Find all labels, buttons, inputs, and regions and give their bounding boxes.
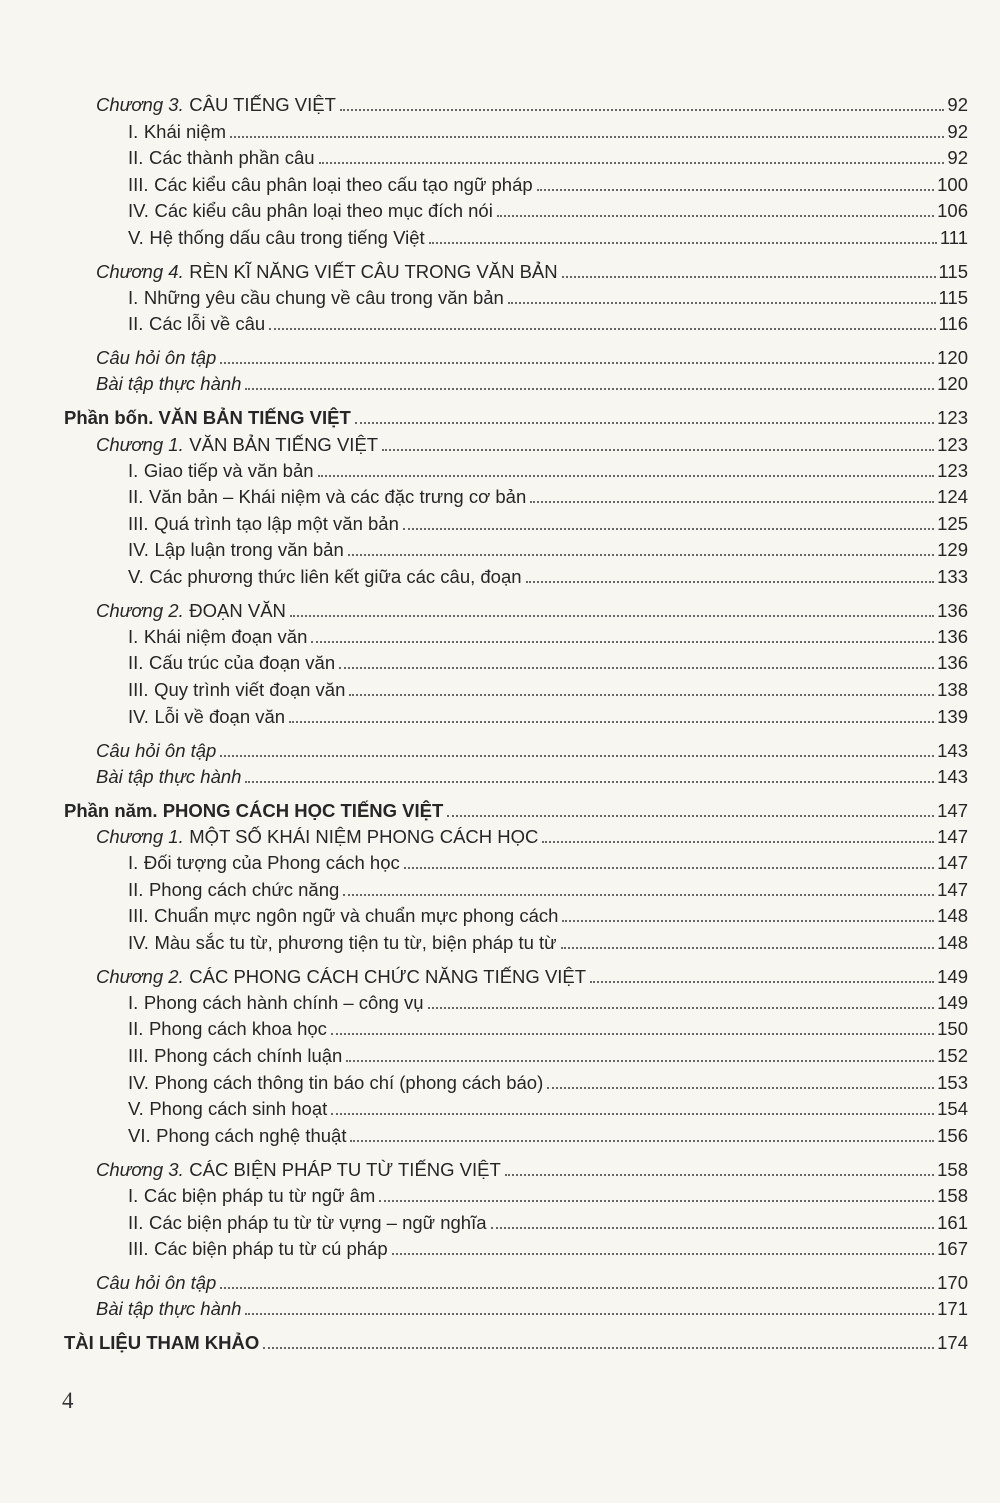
toc-section-entry [128, 509, 968, 535]
entry-title: Các biện pháp tu từ từ vựng – ngữ nghĩa [148, 1212, 487, 1233]
entry-label [96, 826, 538, 848]
entry-title: ĐOẠN VĂN [189, 600, 286, 621]
entry-label [128, 287, 504, 309]
toc-chapter-entry [96, 762, 968, 788]
entry-title: Các lỗi về câu [148, 313, 266, 334]
entry-page-number: 92 [947, 147, 968, 168]
entry-label [96, 261, 558, 283]
entry-label [96, 347, 216, 369]
dot-leader [355, 421, 934, 424]
entry-page-number: 115 [938, 287, 968, 308]
entry-label [128, 174, 533, 196]
toc-section-entry [128, 1068, 968, 1094]
entry-title: Văn bản – Khái niệm và các đặc trưng cơ bản [148, 486, 527, 507]
dot-leader [349, 693, 934, 696]
dot-leader [311, 640, 934, 643]
dot-leader [382, 448, 934, 451]
entry-page-number: 136 [937, 626, 968, 647]
entry-prefix: IV. [128, 706, 149, 727]
entry-label [64, 1332, 259, 1354]
entry-page-number: 154 [937, 1098, 968, 1119]
entry-label [128, 147, 315, 169]
entry-prefix: IV. [128, 200, 149, 221]
entry-page-number: 124 [937, 486, 968, 507]
entry-title: Các thành phần câu [148, 147, 315, 168]
entry-title: Bài tập thực hành [96, 766, 242, 787]
entry-prefix: IV. [128, 539, 149, 560]
entry-prefix: II. [128, 313, 144, 334]
entry-prefix: I. [128, 1185, 139, 1206]
entry-title: Lỗi về đoạn văn [154, 706, 286, 727]
entry-label [128, 879, 339, 901]
entry-label [128, 1125, 346, 1147]
dot-leader [542, 840, 934, 843]
entry-title: Chuẩn mực ngôn ngữ và chuẩn mực phong cách [154, 905, 559, 926]
entry-title: Phong cách chính luận [154, 1045, 343, 1066]
entry-prefix: I. [128, 460, 139, 481]
entry-label [128, 1185, 375, 1207]
entry-label [128, 626, 307, 648]
entry-label [64, 407, 351, 429]
dot-leader [245, 387, 934, 390]
toc-chapter-entry [96, 596, 968, 622]
entry-title: Bài tập thực hành [96, 1298, 242, 1319]
toc-chapter-entry [96, 1155, 968, 1181]
entry-title: Các phương thức liên kết giữa các câu, đoạn [149, 566, 522, 587]
dot-leader [561, 946, 935, 949]
entry-title: TÀI LIỆU THAM KHẢO [64, 1332, 260, 1353]
entry-page-number: 148 [937, 932, 968, 953]
toc-chapter-entry [96, 430, 968, 456]
entry-label [96, 740, 216, 762]
entry-label [96, 766, 241, 788]
entry-page-number: 149 [937, 992, 968, 1013]
entry-label [128, 1072, 543, 1094]
entry-title: Phong cách nghệ thuật [156, 1125, 347, 1146]
toc-section-entry [128, 848, 968, 874]
entry-prefix: III. [128, 679, 149, 700]
entry-label [128, 932, 557, 954]
entry-page-number: 139 [937, 706, 968, 727]
entry-title: Lập luận trong văn bản [154, 539, 344, 560]
entry-page-number: 143 [937, 766, 968, 787]
toc-chapter-entry [96, 962, 968, 988]
dot-leader [404, 866, 934, 869]
toc-section-entry [128, 622, 968, 648]
entry-title: Câu hỏi ôn tập [96, 347, 217, 368]
toc-chapter-entry [96, 369, 968, 395]
entry-label [128, 200, 493, 222]
entry-page-number: 123 [937, 460, 968, 481]
entry-title: Bài tập thực hành [96, 373, 242, 394]
entry-prefix: II. [128, 652, 144, 673]
entry-page-number: 171 [937, 1298, 968, 1319]
toc-section-entry [128, 1041, 968, 1067]
entry-label [128, 652, 335, 674]
entry-prefix: III. [128, 1045, 149, 1066]
entry-page-number: 92 [947, 121, 968, 142]
toc-section-entry [128, 675, 968, 701]
entry-page-number: 106 [937, 200, 968, 221]
dot-leader [245, 1312, 934, 1315]
entry-label [96, 94, 336, 116]
toc-section-entry [128, 117, 968, 143]
entry-label [128, 992, 424, 1014]
entry-title: Các biện pháp tu từ cú pháp [154, 1238, 388, 1259]
toc-section-entry [128, 482, 968, 508]
entry-title: Các biện pháp tu từ ngữ âm [143, 1185, 376, 1206]
entry-page-number: 143 [937, 740, 968, 761]
entry-page-number: 136 [937, 652, 968, 673]
toc-chapter-entry [96, 736, 968, 762]
entry-label [128, 1098, 327, 1120]
dot-leader [269, 327, 935, 330]
entry-page-number: 174 [937, 1332, 968, 1353]
toc-section-entry [128, 1014, 968, 1040]
entry-page-number: 153 [937, 1072, 968, 1093]
entry-page-number: 125 [937, 513, 968, 534]
toc-chapter-entry [96, 822, 968, 848]
entry-title: Các kiểu câu phân loại theo mục đích nói [154, 200, 493, 221]
entry-page-number: 120 [937, 347, 968, 368]
entry-page-number: 138 [937, 679, 968, 700]
dot-leader [220, 754, 934, 757]
entry-prefix: V. [128, 566, 144, 587]
entry-page-number: 170 [937, 1272, 968, 1293]
entry-prefix: I. [128, 626, 139, 647]
entry-page-number: 167 [937, 1238, 968, 1259]
toc-chapter-entry [96, 90, 968, 116]
toc-section-entry [128, 928, 968, 954]
entry-label [128, 313, 265, 335]
entry-label [128, 1018, 327, 1040]
entry-label [96, 1298, 241, 1320]
entry-page-number: 147 [937, 852, 968, 873]
entry-title: RÈN KĨ NĂNG VIẾT CÂU TRONG VĂN BẢN [189, 261, 558, 282]
entry-label [96, 1272, 216, 1294]
entry-page-number: 161 [937, 1212, 968, 1233]
dot-leader [497, 214, 934, 217]
entry-prefix: Chương 2. [96, 966, 184, 987]
entry-label [128, 121, 226, 143]
toc-section-entry [128, 702, 968, 728]
entry-page-number: 158 [937, 1185, 968, 1206]
dot-leader [331, 1112, 934, 1115]
dot-leader [392, 1252, 934, 1255]
toc-chapter-entry [96, 1268, 968, 1294]
entry-prefix: II. [128, 1018, 144, 1039]
entry-title: Khái niệm đoạn văn [143, 626, 308, 647]
entry-prefix: VI. [128, 1125, 151, 1146]
dot-leader [537, 188, 934, 191]
entry-prefix: IV. [128, 1072, 149, 1093]
entry-title: Câu hỏi ôn tập [96, 1272, 217, 1293]
dot-leader [220, 361, 934, 364]
toc-section-entry [128, 535, 968, 561]
entry-label [128, 1238, 388, 1260]
entry-prefix: I. [128, 992, 139, 1013]
dot-leader [289, 720, 934, 723]
entry-prefix: IV. [128, 932, 149, 953]
entry-label [96, 434, 378, 456]
toc-part-entry [64, 796, 968, 822]
entry-title: Màu sắc tu từ, phương tiện tu từ, biện pháp tu từ [154, 932, 557, 953]
entry-title: Giao tiếp và văn bản [143, 460, 314, 481]
toc-section-entry [128, 309, 968, 335]
entry-page-number: 92 [947, 94, 968, 115]
entry-prefix: Chương 3. [96, 1159, 184, 1180]
entry-page-number: 152 [937, 1045, 968, 1066]
entry-page-number: 150 [937, 1018, 968, 1039]
entry-prefix: I. [128, 852, 139, 873]
toc-chapter-entry [96, 343, 968, 369]
entry-label [128, 679, 345, 701]
toc-part-entry [64, 1328, 968, 1354]
entry-prefix: I. [128, 121, 139, 142]
dot-leader [290, 614, 934, 617]
entry-prefix: III. [128, 905, 149, 926]
entry-label [96, 966, 586, 988]
toc-section-entry [128, 988, 968, 1014]
entry-page-number: 123 [937, 407, 968, 428]
entry-prefix: II. [128, 1212, 144, 1233]
entry-page-number: 123 [937, 434, 968, 455]
toc-section-entry [128, 875, 968, 901]
dot-leader [526, 580, 935, 583]
toc-section-entry [128, 1208, 968, 1234]
dot-leader [331, 1032, 934, 1035]
entry-title: CÁC BIỆN PHÁP TU TỪ TIẾNG VIỆT [189, 1159, 501, 1180]
entry-title: Phong cách khoa học [148, 1018, 327, 1039]
entry-page-number: 156 [937, 1125, 968, 1146]
dot-leader [447, 814, 934, 817]
entry-title: Đối tượng của Phong cách học [143, 852, 400, 873]
dot-leader [379, 1199, 934, 1202]
entry-title: Câu hỏi ôn tập [96, 740, 217, 761]
toc-section-entry [128, 562, 968, 588]
dot-leader [348, 553, 934, 556]
entry-title: Những yêu cầu chung về câu trong văn bản [143, 287, 504, 308]
dot-leader [562, 275, 936, 278]
entry-label [128, 486, 526, 508]
entry-page-number: 147 [937, 800, 968, 821]
entry-label [128, 1045, 342, 1067]
entry-prefix: Chương 1. [96, 826, 184, 847]
entry-title: Phong cách hành chính – công vụ [143, 992, 424, 1013]
entry-label [128, 905, 558, 927]
entry-label [96, 373, 241, 395]
entry-prefix: I. [128, 287, 139, 308]
dot-leader [350, 1139, 934, 1142]
dot-leader [263, 1346, 934, 1349]
entry-title: Phong cách sinh hoạt [149, 1098, 328, 1119]
toc-chapter-entry [96, 1294, 968, 1320]
dot-leader [428, 1006, 935, 1009]
toc-chapter-entry [96, 257, 968, 283]
dot-leader [220, 1286, 934, 1289]
entry-page-number: 136 [937, 600, 968, 621]
toc-section-entry [128, 283, 968, 309]
entry-label [128, 460, 314, 482]
dot-leader [403, 527, 934, 530]
entry-page-number: 100 [937, 174, 968, 195]
entry-page-number: 149 [937, 966, 968, 987]
entry-title: Quá trình tạo lập một văn bản [154, 513, 399, 534]
entry-prefix: Chương 1. [96, 434, 184, 455]
entry-prefix: III. [128, 1238, 149, 1259]
toc-section-entry [128, 648, 968, 674]
entry-prefix: II. [128, 486, 144, 507]
dot-leader [429, 241, 937, 244]
entry-label [96, 1159, 501, 1181]
entry-label [128, 706, 285, 728]
entry-title: Các kiểu câu phân loại theo cấu tạo ngữ pháp [154, 174, 533, 195]
entry-label [128, 513, 399, 535]
entry-title: Quy trình viết đoạn văn [154, 679, 346, 700]
entry-prefix: III. [128, 513, 149, 534]
entry-page-number: 147 [937, 826, 968, 847]
entry-page-number: 116 [938, 313, 968, 334]
dot-leader [339, 666, 934, 669]
entry-title: CÁC PHONG CÁCH CHỨC NĂNG TIẾNG VIỆT [189, 966, 587, 987]
entry-label [64, 800, 443, 822]
entry-prefix: II. [128, 147, 144, 168]
toc-section-entry [128, 223, 968, 249]
dot-leader [562, 919, 934, 922]
entry-prefix: Chương 4. [96, 261, 184, 282]
toc-section-entry [128, 143, 968, 169]
entry-title: Hệ thống dấu câu trong tiếng Việt [149, 227, 425, 248]
dot-leader [530, 500, 934, 503]
entry-title: Phần bốn. VĂN BẢN TIẾNG VIỆT [64, 407, 351, 428]
page-number: 4 [62, 1388, 74, 1413]
entry-label [128, 566, 522, 588]
entry-title: Phong cách thông tin báo chí (phong cách báo) [154, 1072, 544, 1093]
entry-prefix: V. [128, 1098, 144, 1119]
dot-leader [319, 161, 945, 164]
toc-section-entry [128, 456, 968, 482]
dot-leader [491, 1226, 935, 1229]
entry-page-number: 111 [939, 227, 968, 248]
entry-title: MỘT SỐ KHÁI NIỆM PHONG CÁCH HỌC [189, 826, 539, 847]
entry-title: Phần năm. PHONG CÁCH HỌC TIẾNG VIỆT [64, 800, 444, 821]
toc-part-entry [64, 403, 968, 429]
toc-section-entry [128, 170, 968, 196]
dot-leader [547, 1086, 934, 1089]
toc-section-entry [128, 1181, 968, 1207]
entry-title: CÂU TIẾNG VIỆT [189, 94, 336, 115]
toc-section-entry [128, 1234, 968, 1260]
entry-title: VĂN BẢN TIẾNG VIỆT [189, 434, 379, 455]
entry-title: Phong cách chức năng [148, 879, 340, 900]
dot-leader [340, 108, 945, 111]
entry-prefix: II. [128, 879, 144, 900]
dot-leader [590, 980, 934, 983]
entry-prefix: III. [128, 174, 149, 195]
toc-section-entry [128, 1121, 968, 1147]
dot-leader [318, 474, 935, 477]
entry-page-number: 133 [937, 566, 968, 587]
dot-leader [245, 780, 934, 783]
entry-prefix: Chương 3. [96, 94, 184, 115]
entry-prefix: V. [128, 227, 144, 248]
entry-title: Khái niệm [143, 121, 227, 142]
entry-page-number: 115 [938, 261, 968, 282]
dot-leader [346, 1059, 934, 1062]
dot-leader [505, 1173, 934, 1176]
entry-page-number: 148 [937, 905, 968, 926]
dot-leader [230, 135, 944, 138]
entry-label [128, 852, 400, 874]
entry-label [128, 227, 425, 249]
entry-page-number: 120 [937, 373, 968, 394]
dot-leader [343, 893, 934, 896]
entry-label [128, 1212, 487, 1234]
entry-page-number: 129 [937, 539, 968, 560]
entry-page-number: 147 [937, 879, 968, 900]
toc-section-entry [128, 901, 968, 927]
toc-section-entry [128, 1094, 968, 1120]
entry-title: Cấu trúc của đoạn văn [148, 652, 336, 673]
entry-prefix: Chương 2. [96, 600, 184, 621]
toc-section-entry [128, 196, 968, 222]
dot-leader [508, 301, 936, 304]
entry-page-number: 158 [937, 1159, 968, 1180]
entry-label [128, 539, 344, 561]
entry-label [96, 600, 286, 622]
